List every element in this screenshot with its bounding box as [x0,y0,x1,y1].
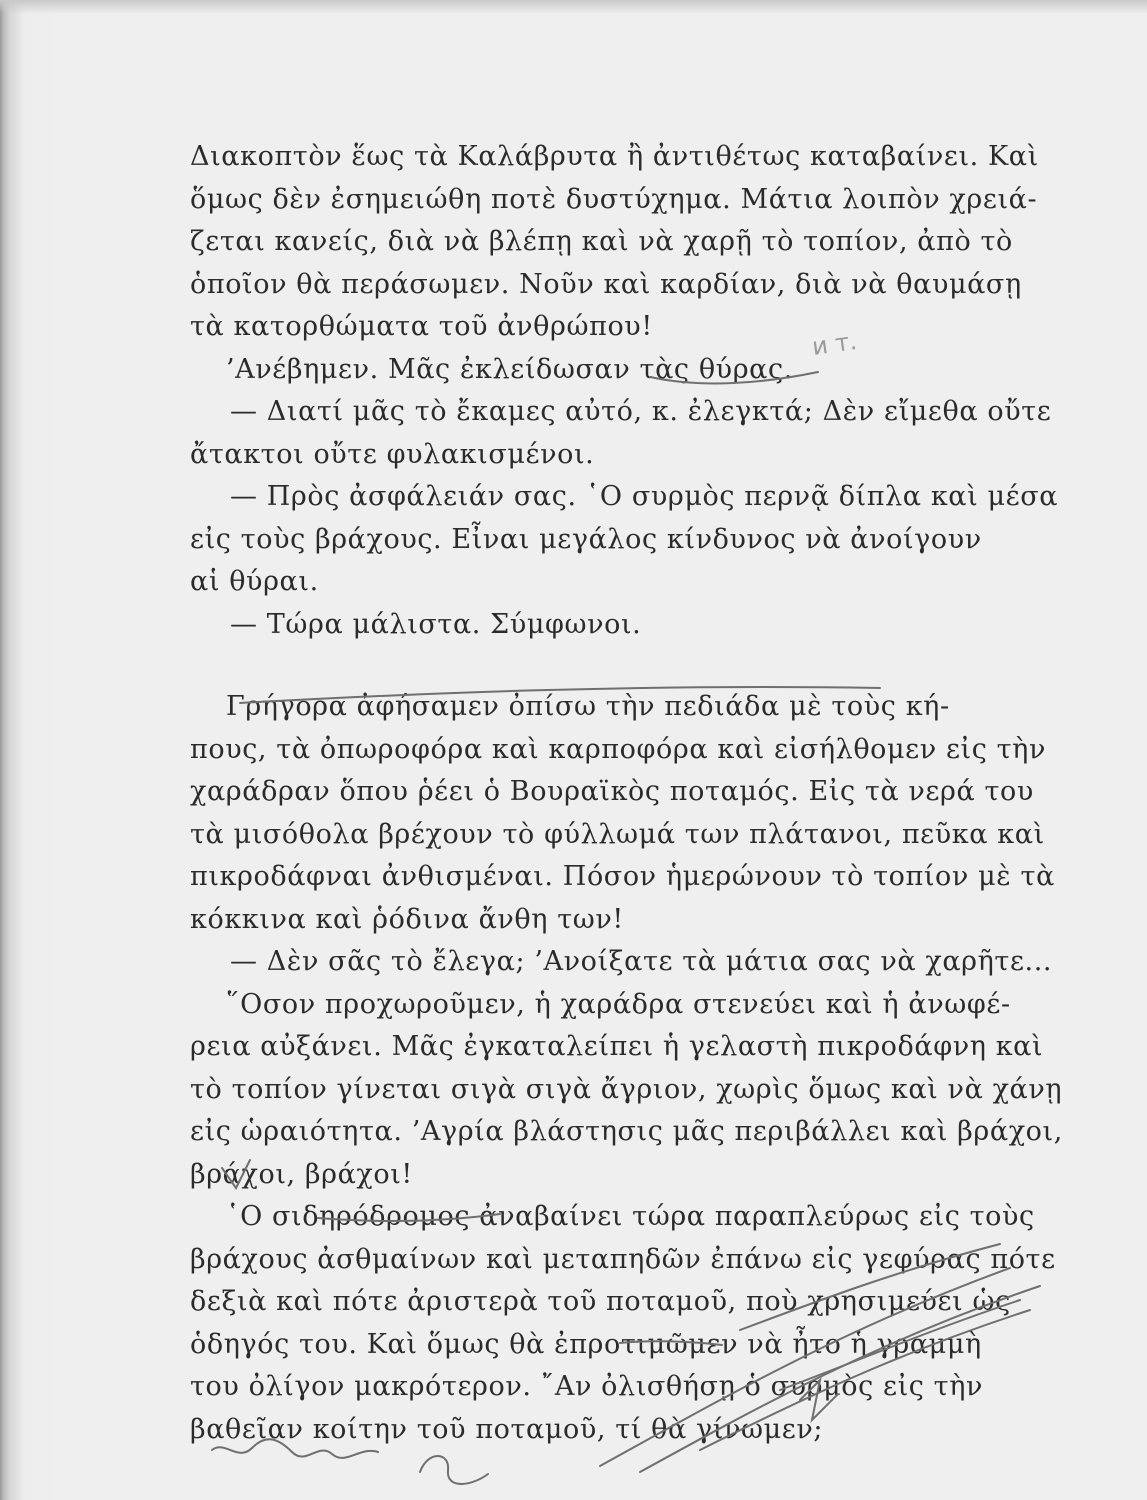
text-line: βαθεῖαν κοίτην τοῦ ποταμοῦ, τί θὰ γίνωμεν; [190,1413,824,1445]
text-line: εἰς ὡραιότητα. ’Αγρία βλάστησις μᾶς περιβάλλει καὶ βράχοι, [190,1116,1063,1147]
text-line: χαράδραν ὅπου ῥέει ὁ Βουραϊκὸς ποταμός. Εἰς τὰ νερά του [190,776,1034,807]
text-line: δεξιὰ καὶ πότε ἀριστερὰ τοῦ ποταμοῦ, ποὺ χρησιμεύει ὡς [190,1286,1011,1317]
text-line: βράχοι, βράχοι! [190,1158,413,1190]
text-line: — Διατί μᾶς τὸ ἔκαμες αὐτό, κ. ἐλεγκτά; Δὲν εἴμεθα οὔτε [230,396,1052,427]
page-top-edge [0,0,1147,14]
text-line: του ὀλίγον μακρότερον. ῎Αν ὀλισθήσῃ ὁ συρμὸς εἰς τὴν [190,1371,984,1402]
text-line: τὰ κατορθώματα τοῦ ἀνθρώπου! [190,311,653,342]
text-line: — Πρὸς ἀσφάλειάν σας. ῾Ο συρμὸς περνᾷ δίπλα καὶ μέσα [230,481,1059,512]
text-line: ’Ανέβημεν. Μᾶς ἐκλείδωσαν τὰς θύρας. [226,353,793,385]
text-line: βράχους ἀσθμαίνων καὶ μεταπηδῶν ἐπάνω εἰς γεφύρας πότε [190,1243,1056,1275]
paragraph-gap [190,646,1020,686]
page-text [190,136,1063,1451]
text-line: τὰ μισόθολα βρέχουν τὸ φύλλωμά των πλάτανοι, πεῦκα καὶ [190,818,1045,850]
text-line: ῾Ο σιδηρόδρομος ἀναβαίνει τώρα παραπλεύρως εἰς τοὺς [226,1201,1035,1232]
text-line: — Τώρα μάλιστα. Σύμφωνοι. [230,608,642,640]
text-line: τὸ τοπίον γίνεται σιγὰ σιγὰ ἄγριον, χωρὶς ὅμως καὶ νὰ χάνῃ [190,1073,1063,1105]
text-line: αἱ θύραι. [190,566,319,597]
text-line: εἰς τοὺς βράχους. Εἶναι μεγάλος κίνδυνος νὰ ἀνοίγουν [190,523,982,555]
book-spine-shadow [0,0,22,1500]
text-line: Διακοπτὸν ἕως τὰ Καλάβρυτα ἢ ἀντιθέτως καταβαίνει. Καὶ [190,141,1039,172]
text-line: — Δὲν σᾶς τὸ ἔλεγα; ’Ανοίξατε τὰ μάτια σας νὰ χαρῆτε... [230,946,1053,977]
text-line: ῞Οσον προχωροῦμεν, ἡ χαράδρα στενεύει καὶ ἡ ἀνωφέ- [226,988,1011,1020]
text-line: ρεια αὐξάνει. Μᾶς ἐγκαταλείπει ἡ γελαστὴ πικροδάφνη καὶ [190,1031,1044,1062]
text-line: πικροδάφναι ἀνθισμέναι. Πόσον ἡμερώνουν τὸ τοπίον μὲ τὰ [190,861,1055,892]
text-line: ζεται κανείς, διὰ νὰ βλέπῃ καὶ νὰ χαρῇ τὸ τοπίον, ἀπὸ τὸ [190,226,1013,257]
text-line: ὁποῖον θὰ περάσωμεν. Νοῦν καὶ καρδίαν, διὰ νὰ θαυμάσῃ [190,268,1022,300]
pencil-doodle-bottom-loop [420,1456,488,1484]
pencil-margin-mark: ᴎ ᴛ. [810,327,859,361]
text-line: ἄτακτοι οὔτε φυλακισμένοι. [190,438,595,470]
text-line: πους, τὰ ὀπωροφόρα καὶ καρποφόρα καὶ εἰσήλθομεν εἰς τὴν [190,733,1046,765]
text-line: κόκκινα καὶ ῥόδινα ἄνθη των! [190,903,624,935]
text-line: ὁδηγός του. Καὶ ὅμως θὰ ἐπροτιμῶμεν νὰ ἦτο ἡ γραμμὴ [190,1328,982,1360]
text-line: ὅμως δὲν ἐσημειώθη ποτὲ δυστύχημα. Μάτια λοιπὸν χρειά- [190,183,1038,215]
text-line: Γρήγορα ἀφήσαμεν ὀπίσω τὴν πεδιάδα μὲ τοὺς κή- [226,691,950,722]
